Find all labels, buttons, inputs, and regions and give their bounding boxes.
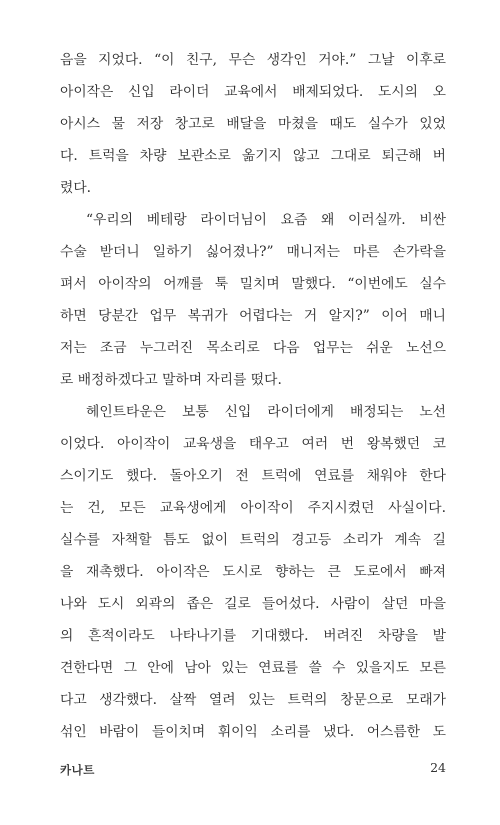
text-line: 는 건, 모든 교육생에게 아이작이 주지시켰던 사실이다. bbox=[60, 500, 446, 516]
text-line: 이었다. 아이작이 교육생을 태우고 여러 번 왕복했던 코 bbox=[60, 436, 446, 452]
text-line: 다. 트럭을 차량 보관소로 옮기지 않고 그대로 퇴근해 버 bbox=[60, 148, 446, 164]
text-line: 실수를 자책할 틈도 없이 트럭의 경고등 소리가 계속 길 bbox=[60, 532, 446, 548]
text-line: 다고 생각했다. 살짝 열려 있는 트럭의 창문으로 모래가 bbox=[60, 692, 446, 708]
text-line: 의 흔적이라도 나타나기를 기대했다. 버려진 차량을 발 bbox=[60, 628, 446, 644]
text-line: 렸다. bbox=[60, 180, 92, 196]
text-line: 섞인 바람이 들이치며 휘이익 소리를 냈다. 어스름한 도 bbox=[60, 724, 446, 740]
body-text bbox=[60, 44, 446, 748]
page-number: 24 bbox=[430, 760, 446, 775]
text-line: 음을 지었다. “이 친구, 무슨 생각인 거야.” 그날 이후로 bbox=[60, 52, 446, 68]
text-line: 펴서 아이작의 어깨를 툭 밀치며 말했다. “이번에도 실수 bbox=[60, 276, 446, 292]
text-line: 나와 도시 외곽의 좁은 길로 들어섰다. 사람이 살던 마을 bbox=[60, 596, 446, 612]
text-line: 견한다면 그 안에 남아 있는 연료를 쓸 수 있을지도 모른 bbox=[60, 660, 446, 676]
text-line: 아시스 물 저장 창고로 배달을 마쳤을 때도 실수가 있었 bbox=[60, 116, 446, 132]
running-title: 카나트 bbox=[60, 763, 95, 777]
text-line: “우리의 베테랑 라이더님이 요즘 왜 이러실까. 비싼 bbox=[86, 212, 446, 228]
text-line: 수술 받더니 일하기 싫어졌나?” 매니저는 마른 손가락을 bbox=[60, 244, 446, 260]
text-line: 로 배정하겠다고 말하며 자리를 떴다. bbox=[60, 372, 282, 388]
text-line: 헤인트타운은 보통 신입 라이더에게 배정되는 노선 bbox=[86, 404, 446, 420]
text-line: 스이기도 했다. 돌아오기 전 트럭에 연료를 채워야 한다 bbox=[60, 468, 446, 484]
text-line: 하면 당분간 업무 복귀가 어렵다는 거 알지?” 이어 매니 bbox=[60, 308, 446, 324]
text-line: 을 재촉했다. 아이작은 도시로 향하는 큰 도로에서 빠져 bbox=[60, 564, 446, 580]
text-line: 저는 조금 누그러진 목소리로 다음 업무는 쉬운 노선으 bbox=[60, 340, 446, 356]
text-line: 아이작은 신입 라이더 교육에서 배제되었다. 도시의 오 bbox=[60, 84, 446, 100]
